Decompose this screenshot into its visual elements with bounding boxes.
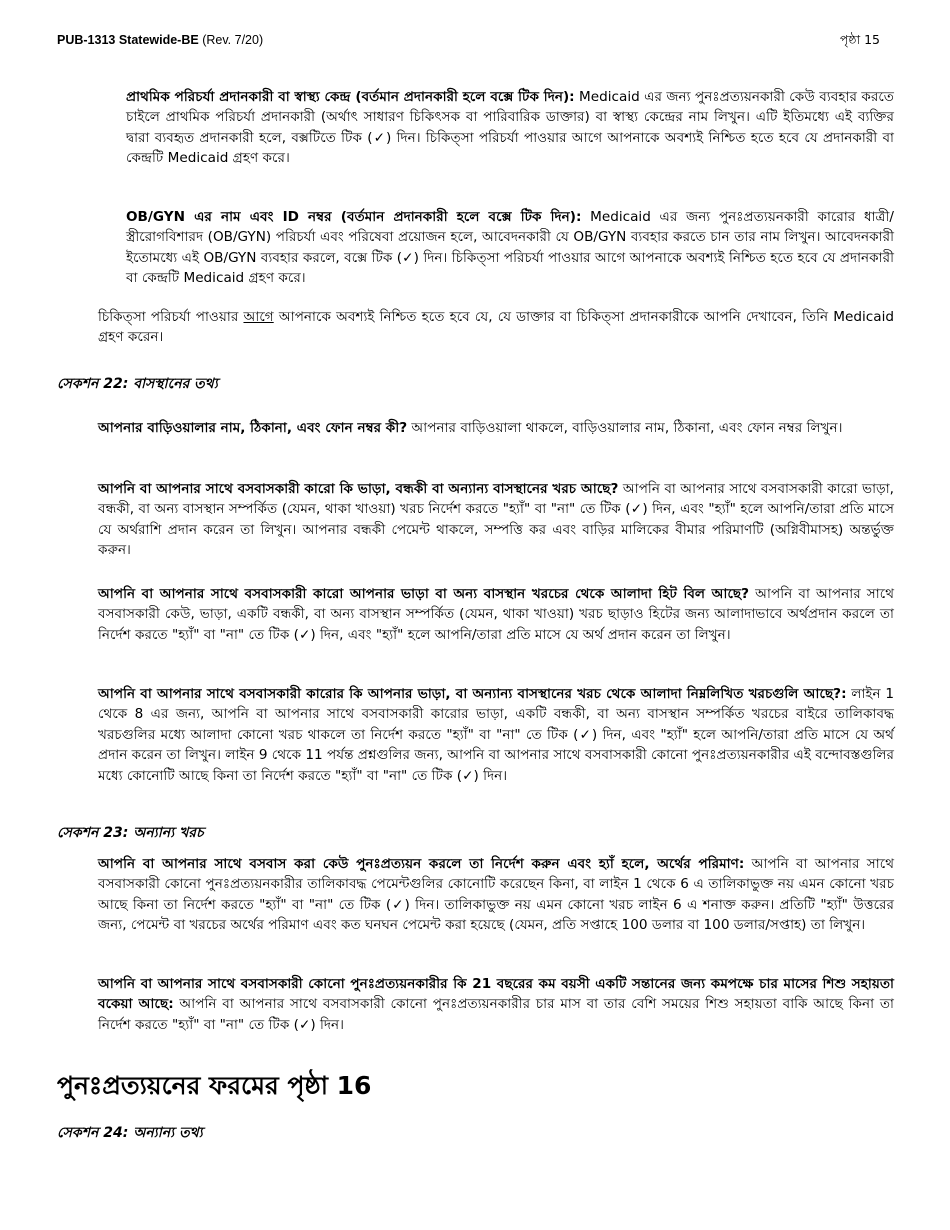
s22-housing-cost-paragraph	[98, 479, 894, 561]
s22-landlord-body: আপনার বাড়িওয়ালা থাকলে, বাড়িওয়ালার নাম, ঠিকানা, এবং ফোন নম্বর লিখুন।	[407, 420, 843, 436]
obgyn-heading: OB/GYN এর নাম এবং ID নম্বর (বর্তমান প্রদানকারী হলে বক্সে টিক দিন):	[126, 209, 582, 225]
s22-heat-bill-heading: আপনি বা আপনার সাথে বসবাসকারী কারো আপনার ভাড়া বা অন্য বাসস্থান খরচের থেকে আলাদা হিট বিল আছে?	[98, 586, 750, 602]
reminder-before: চিকিত্সা পরিচর্যা পাওয়ার	[98, 309, 244, 325]
reminder-underlined: আগে	[243, 309, 274, 325]
form-revision: (Rev. 7/20)	[202, 33, 264, 47]
s22-other-costs-paragraph	[98, 684, 894, 786]
obgyn-body: Medicaid এর জন্য পুনঃপ্রত্যয়নকারী কারোর ধাত্রী/স্ত্রীরোগবিশারদ (OB/GYN) পরিচর্যা এবং পরিষেবা প্রয়োজন হলে, আবেদনকারী যে OB/GYN ব্যবহার করতে চান তার নাম লিখুন। আবেদনকারী ইতোমধ্যে এই OB/GYN ব্যবহার করলে, বক্সে টিক (✓) দিন। চিকিত্সা পরিচর্যা পাওয়ার আগে আপনাকে অবশ্যই নিশ্চিত হতে হবে যে প্রদানকারী বা কেন্দ্রটি Medicaid গ্রহণ করে।	[126, 209, 894, 287]
s23-child-support-heading: আপনি বা আপনার সাথে বসবাসকারী কোনো পুনঃপ্রত্যয়নকারীর কি 21 বছরের কম বয়সী একটি সন্তানের জন্য কমপক্ষে চার মাসের শিশু সহায়তা বকেয়া আছে:	[98, 976, 894, 1013]
section-23-title: সেকশন 23: অন্যান্য খরচ	[57, 825, 204, 841]
s22-heat-bill-paragraph	[98, 584, 894, 645]
page-number: পৃষ্ঠা 15	[839, 32, 880, 47]
s23-payments-heading: আপনি বা আপনার সাথে বসবাস করা কেউ পুনঃপ্রত্যয়ন করলে তা নির্দেশ করুন এবং হ্যাঁ হলে, অর্থের পরিমাণ:	[98, 856, 745, 872]
page-16-title: পুনঃপ্রত্যয়নের ফরমের পৃষ্ঠা 16	[57, 1071, 372, 1100]
obgyn-paragraph	[126, 207, 894, 289]
section-22-title: সেকশন 22: বাসস্থানের তথ্য	[57, 376, 218, 392]
reminder-after: আপনাকে অবশ্যই নিশ্চিত হতে হবে যে, যে ডাক্তার বা চিকিত্সা প্রদানকারীকে আপনি দেখাবেন, তিনি Medicaid গ্রহণ করেন।	[98, 309, 894, 346]
section-24-title: সেকশন 24: অন্যান্য তথ্য	[57, 1125, 203, 1141]
primary-care-heading: প্রাথমিক পরিচর্যা প্রদানকারী বা স্বাস্থ্য কেন্দ্র (বর্তমান প্রদানকারী হলে বক্সে টিক দিন):	[126, 89, 575, 105]
primary-care-paragraph	[126, 87, 894, 169]
form-id-header	[57, 33, 263, 47]
s22-other-costs-heading: আপনি বা আপনার সাথে বসবাসকারী কারোর কি আপনার ভাড়া, বা অন্যান্য বাসস্থানের খরচ থেকে আলাদা নিম্নলিখিত খরচগুলি আছে?:	[98, 686, 847, 702]
s22-housing-cost-heading: আপনি বা আপনার সাথে বসবাসকারী কারো কি ভাড়া, বন্ধকী বা অন্যান্য বাসস্থানের খরচ আছে?	[98, 481, 619, 497]
reminder-paragraph	[98, 307, 894, 348]
s23-payments-paragraph	[98, 854, 894, 936]
s22-other-costs-body: লাইন 1 থেকে 8 এর জন্য, আপনি বা আপনার সাথে বসবাসকারী কারোর ভাড়া, একটি বন্ধকী, বা অন্য বাসস্থান সম্পর্কিত খরচের বাইরে তালিকাবদ্ধ খরচগুলির মধ্যে আলাদা কোনো খরচ থাকলে তা নির্দেশ করতে "হ্যাঁ" বা "না" তে টিক (✓) দিন, এবং "হ্যাঁ" হলে আপনি/তারা প্রতি মাসে যে অর্থ প্রদান করেন তা লিখুন। লাইন 9 থেকে 11 পর্যন্ত প্রশ্নগুলির জন্য, আপনি বা আপনার সাথে বসবাসকারী কোনো পুনঃপ্রত্যয়নকারীর এই বন্দোবস্তগুলির মধ্যে কোনোটি আছে কিনা তা নির্দেশ করতে "হ্যাঁ" বা "না" তে টিক (✓) দিন।	[98, 686, 895, 784]
s22-landlord-paragraph	[98, 418, 894, 438]
s23-child-support-paragraph	[98, 974, 894, 1035]
s23-child-support-body: আপনি বা আপনার সাথে বসবাসকারী কোনো পুনঃপ্রত্যয়নকারীর চার মাস বা তার বেশি সময়ের শিশু সহায়তা বাকি আছে কিনা তা নির্দেশ করতে "হ্যাঁ" বা "না" তে টিক (✓) দিন।	[98, 996, 894, 1033]
s23-payments-body: আপনি বা আপনার সাথে বসবাসকারী কোনো পুনঃপ্রত্যয়নকারীর তালিকাবদ্ধ পেমেন্টগুলির কোনোটি করেছেন কিনা, বা লাইন 1 থেকে 6 এ তালিকাভুক্ত নয় এমন কোনো খরচ আছে কিনা তা নির্দেশ করতে "হ্যাঁ" বা "না" তে টিক (✓) দিন। তালিকাভুক্ত নয় এমন কোনো খরচ লাইন 6 এ শনাক্ত করুন। প্রতিটি "হ্যাঁ" উত্তরের জন্য, পেমেন্ট বা খরচের অর্থের পরিমাণ এবং কত ঘনঘন পেমেন্ট করা হয়েছে (যেমন, প্রতি সপ্তাহে 100 ডলার বা 100 ডলার/সপ্তাহ) তা লিখুন।	[98, 856, 894, 934]
s22-housing-cost-body: আপনি বা আপনার সাথে বসবাসকারী কারো ভাড়া, বন্ধকী, বা অন্য বাসস্থান সম্পর্কিত (যেমন, থাকা খাওয়া) খরচ নির্দেশ করতে "হ্যাঁ" বা "না" তে টিক (✓) দিন, এবং "হ্যাঁ" হলে আপনি/তারা প্রতি মাসে যে অর্থরাশি প্রদান করেন তা লিখুন। আপনার বন্ধকী পেমেন্ট থাকলে, সম্পত্তি কর এবং বাড়ির মালিকের বীমার পরিমাণটি (অগ্নিবীমাসহ) অন্তর্ভুক্ত করুন।	[98, 481, 894, 559]
form-id: PUB-1313 Statewide-BE	[57, 33, 199, 47]
primary-care-body: Medicaid এর জন্য পুনঃপ্রত্যয়নকারী কেউ ব্যবহার করতে চাইলে প্রাথমিক পরিচর্যা প্রদানকারী (অর্থাৎ সাধারণ চিকিৎসক বা পারিবারিক ডাক্তার) বা স্বাস্থ্য কেন্দ্রের নাম লিখুন। এটি ইতিমধ্যে এই ব্যক্তির দ্বারা ব্যবহৃত প্রদানকারী হলে, বক্সটিতে টিক (✓) দিন। চিকিত্সা পরিচর্যা পাওয়ার আগে আপনাকে অবশ্যই নিশ্চিত হতে হবে যে প্রদানকারী বা কেন্দ্রটি Medicaid গ্রহণ করে।	[126, 89, 894, 167]
s22-heat-bill-body: আপনি বা আপনার সাথে বসবাসকারী কেউ, ভাড়া, একটি বন্ধকী, বা অন্য বাসস্থান সম্পর্কিত (যেমন, থাকা খাওয়া) খরচ ছাড়াও হিটের জন্য আলাদাভাবে অর্থপ্রদান করলে তা নির্দেশ করতে "হ্যাঁ" বা "না" তে টিক (✓) দিন, এবং "হ্যাঁ" হলে আপনি/তারা প্রতি মাসে যে অর্থ প্রদান করেন তা লিখুন।	[98, 586, 894, 643]
s22-landlord-heading: আপনার বাড়িওয়ালার নাম, ঠিকানা, এবং ফোন নম্বর কী?	[98, 420, 408, 436]
